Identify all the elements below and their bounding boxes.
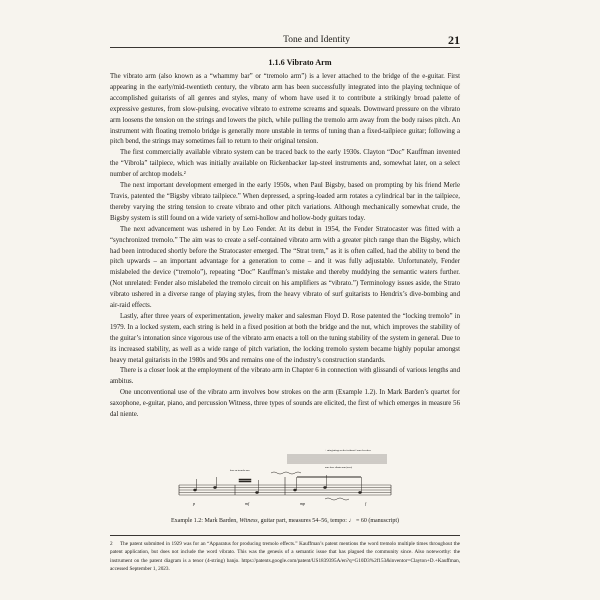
- caption-prefix: Example 1.2: Mark Barden,: [170, 518, 240, 524]
- music-notation-svg: [175, 447, 395, 515]
- paragraph: There is a closer look at the employment of the vibrato arm in Chapter 6 in connection with glissandi of various lengths and ambitus.: [110, 367, 460, 386]
- paragraph: One unconventional use of the vibrato arm involves bow strokes on the arm (Example 1.2). In Mark Barden’s quartet for saxophone, e-guitar, piano, and percussion Witness, three types of sounds are elicited, the first of which emerges in measure 56 dal niente.: [110, 389, 460, 419]
- footnote: [110, 540, 460, 574]
- caption-suffix: , guitar part, measures 54–56, tempo: ♩ = 60 (manuscript): [257, 518, 400, 524]
- running-head-title: Tone and Identity: [283, 35, 350, 45]
- vibrato-wave: [271, 472, 301, 474]
- caption-work-title: Witness: [239, 518, 258, 524]
- paragraph: The next advancement was ushered in by Leo Fender. At its debut in 1954, the Fender Stratocaster was fitted with a “synchronized tremolo.” The aim was to create a self-contained vibrato arm with a greater pitch range than the Bigsby, which had been introduced shortly before the Stratocaster emerged. The “Strat trem,” as it is often called, had the ability to bend the pitch upwards – an important advantage for a generation to come – and it was fully adjustable. Unfortunately, Fender mislabeled the device (“tremolo”), repeating “Doc” Kauffman’s mistake and thereby muddying the semantic waters further. (Not unrelated: Fender also mislabeled the tremolo circuit on his amplifiers as “vibrato.”) Terminology issues aside, the Strato vibrato ushered in a diverse range of playing styles, from the heavy vibrato of surf guitarists to Hendrix’s dive-bombing and air-raid effects.: [110, 225, 460, 310]
- figure-annotation: + string/strings on the fretboard / arm elsewhere: [325, 449, 372, 452]
- footnote-number: 2: [110, 541, 113, 547]
- upper-staff: [287, 455, 387, 463]
- figure-annotation: arm: bow vibrato arm (arco): [325, 466, 353, 469]
- music-example-figure: [175, 447, 395, 515]
- dynamic-marking: p: [193, 501, 195, 506]
- footnote-rule: [110, 535, 460, 536]
- figure-annotation: bow on tremolo arm: [230, 469, 250, 472]
- figure-caption: [110, 518, 460, 524]
- running-head: [110, 34, 460, 48]
- paragraph: The vibrato arm (also known as a “whammy bar” or “tremolo arm”) is a lever attached to the bridge of the e-guitar. First appearing in the early/mid-twentieth century, the vibrato arm has been successfully integrated into the playing technique of accomplished guitarists of all genres and styles, many of whom have used it to contribute a strikingly broad palette of expressive gestures, from slow-pulsing, evocative vibrato to extreme screams and squeals. Downward pressure on the vibrato arm loosens the tension on the strings and lowers the pitch, while pulling the tremolo arm away from the body raises pitch. An instrument with floating tremolo bridge is generally more unstable in terms of tuning than a fixed-tailpiece guitar; following a pitch bend, the strings may sometimes fail to return to their original tension.: [110, 73, 460, 146]
- dynamic-marking: mf: [245, 501, 249, 506]
- note-gestures: [193, 475, 361, 494]
- section-heading: 1.1.6 Vibrato Arm: [268, 58, 332, 67]
- dynamic-marking: f: [365, 501, 367, 506]
- page-number: 21: [448, 33, 460, 47]
- body-text: [110, 72, 460, 421]
- dynamic-marking: mp: [300, 501, 305, 506]
- vibrato-wave: [325, 498, 349, 500]
- paragraph: The next important development emerged in the early 1950s, when Paul Bigsby, based on prompting by his friend Merle Travis, patented the “Bigsby vibrato tailpiece.” When depressed, a spring-loaded arm rotates a cylindrical bar in the tailpiece, thereby varying the string tension to create vibrato and other pitch variations. Although mechanically somewhat crude, the Bigsby system is still found on a wide variety of semi-hollow and hollow-body guitars today.: [110, 182, 460, 222]
- paragraph: Lastly, after three years of experimentation, jewelry maker and salesman Floyd D. Rose patented the “locking tremolo” in 1979. In a locked system, each string is held in a fixed position at both the bridge and the nut, which improves the stability of the guitar’s intonation since vigorous use of the vibrato arm enacts a toll on the tuning stability of the system in general. Due to its increased stability, as well as a wide range of pitch variation, the locking tremolo system became highly popular amongst heavy metal guitarists in the 1980s and 90s and remains one of the industry’s construction standards.: [110, 312, 460, 364]
- footnote-text: The patent submitted in 1929 was for an “Apparatus for producing tremolo effects.” Kauffman’s patent mentions the word tremolo multiple times throughout the patent application, but does not include the word vibrato. This was the genesis of a semantic issue that has plagued the community since. Also noteworthy: the instrument on the patent diagram is a tenor (4-string) banjo. https://patents.google.com/patent/US1839395A/en?q=G10D3%2f153&inventor=Clayton+D.+Kauffman, accessed September 1, 2023.: [110, 541, 460, 573]
- paragraph: The first commercially available vibrato system can be traced back to the early 1930s. Clayton “Doc” Kauffman invented the “Vibrola” tailpiece, which was initially available on Rickenbacker lap-steel instruments and, somewhat later, on a select number of archtop models.²: [110, 149, 460, 179]
